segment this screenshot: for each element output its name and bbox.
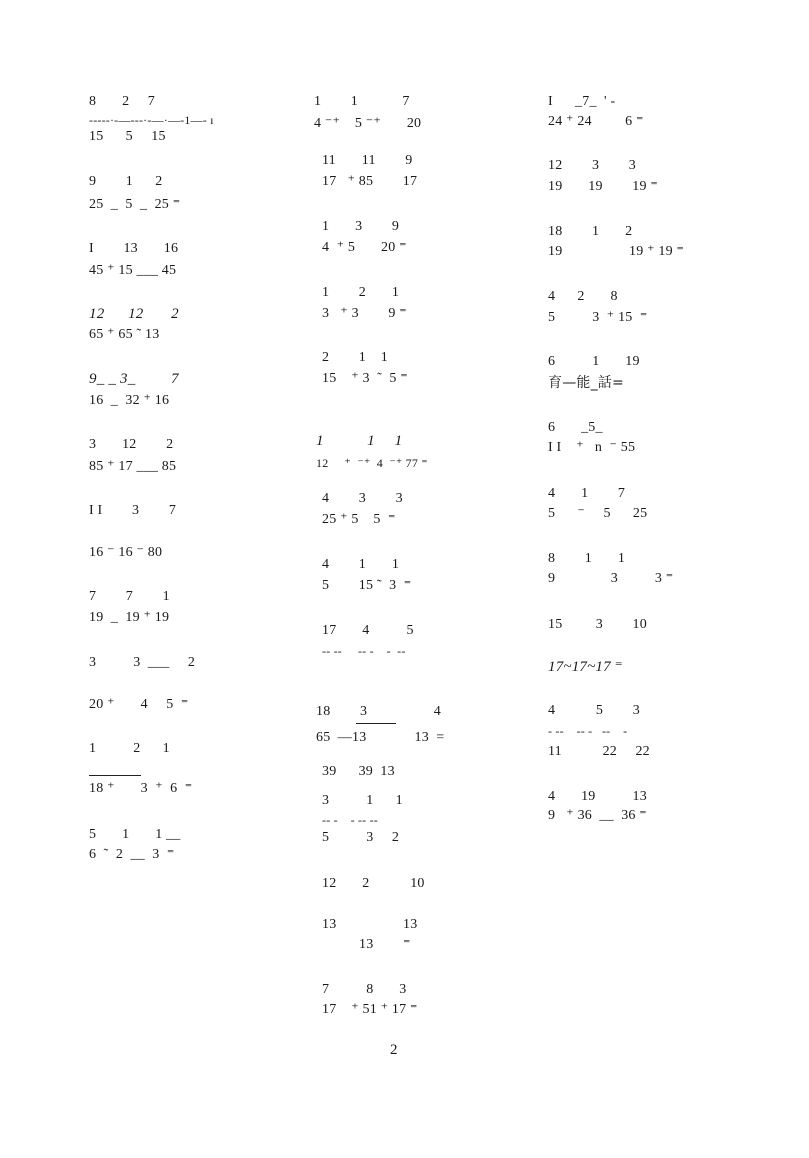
problem-row-top: 3 12 2 <box>89 437 174 452</box>
problem-row-top: 5 3 2 <box>322 830 400 845</box>
problem-row-top: 1 1 1 <box>316 433 403 449</box>
problem-row-top: 4 19 13 <box>548 789 647 804</box>
problem-row-bottom: 18 ⁺ 3 ⁺ 6 ⁼ <box>89 781 193 796</box>
problem-row-top: 1 2 1 <box>322 285 400 300</box>
problem-row-bottom: 3 ⁺ 3 9 ⁼ <box>322 306 407 321</box>
problem-row-top: 4 2 8 <box>548 289 618 304</box>
problem-row-top: 17 4 5 <box>322 623 414 638</box>
problem-row-bottom: 65 ⁺ 65 ˜ 13 <box>89 327 160 342</box>
problem-row-bottom: 9 ⁺ 36 __ 36 ⁼ <box>548 808 647 823</box>
problem-row-bottom: 13 ⁼ <box>322 937 411 952</box>
problem-row-bottom: 5 ⁻ 5 25 <box>548 506 648 521</box>
problem-row-top: 11 22 22 <box>548 744 650 759</box>
problem-row-top: 6 1 19 <box>548 354 640 369</box>
problem-row-top: 7 7 1 <box>89 589 170 604</box>
problem-row-top: I I 3 7 <box>89 503 177 518</box>
problem-row-top: 6 _5_ <box>548 420 603 435</box>
problem-row-bottom: 9 3 3 ⁼ <box>548 571 674 586</box>
problem-row-bottom: 17 ⁺ 85 17 <box>322 174 418 189</box>
problem-row-top: 4 3 3 <box>322 491 403 506</box>
fraction-bar <box>89 775 141 776</box>
problem-row-top: 12 2 10 <box>322 876 425 891</box>
fraction-bar <box>356 723 396 724</box>
problem-row-top: 15 3 10 <box>548 617 647 632</box>
problem-row-top: 11 11 9 <box>322 153 413 168</box>
problem-row-bottom: 15 5 15 <box>89 129 166 144</box>
problem-row-bottom: 65 —13 13 = <box>316 730 445 745</box>
problem-row-top: I _7_ ' - <box>548 94 616 109</box>
problem-row-bottom: 4 ⁻⁺ 5 ⁻⁺ 20 <box>314 116 422 131</box>
problem-row-top: 8 1 1 <box>548 551 626 566</box>
problem-row-bottom: 育—能_話= <box>548 375 624 391</box>
problem-row-bottom: 4 ⁺ 5 20 ⁼ <box>322 240 407 255</box>
problem-row-top: 17~17~17 ⁼ <box>548 659 623 675</box>
problem-row-top: 7 8 3 <box>322 982 407 997</box>
problem-row-bottom: 85 ⁺ 17 ___ 85 <box>89 459 177 474</box>
problem-row-top: 1 1 7 <box>314 94 410 109</box>
problem-row-bottom: 6 ˜ 2 __ 3 ⁼ <box>89 847 175 862</box>
problem-row-top: 9_ _ 3_ 7 <box>89 371 179 387</box>
problem-row-bottom: - -- -- - -- - <box>548 724 628 738</box>
problem-row-top: 4 1 1 <box>322 557 400 572</box>
problem-row-top: 9 1 2 <box>89 174 163 189</box>
problem-row-bottom: 5 15 ˜ 3 ⁼ <box>322 578 412 593</box>
problem-row-bottom: 19 19 ⁺ 19 ⁼ <box>548 244 685 259</box>
problem-row-top: 13 13 <box>322 917 418 932</box>
problem-row-bottom: 20 ⁺ 4 5 ⁼ <box>89 697 189 712</box>
problem-row-top: 18 1 2 <box>548 224 633 239</box>
problem-row-bottom: 25 _ 5 _ 25 ⁼ <box>89 197 181 212</box>
problem-row-top: 1 3 9 <box>322 219 400 234</box>
problem-row-top: 12 3 3 <box>548 158 636 173</box>
fraction-rule: -----·-—---·-—·—-1—- ı <box>89 113 214 127</box>
problem-row-bottom: -- -- -- - - -- <box>322 644 406 658</box>
problem-row-bottom: 16 ⁻ 16 ⁻ 80 <box>89 545 163 560</box>
problem-row-top: 39 39 13 <box>322 764 395 779</box>
problem-row-top: 3 3 ___ 2 <box>89 655 196 670</box>
problem-row-top: 2 1 1 <box>322 350 388 365</box>
problem-row-bottom: 45 ⁺ 15 ___ 45 <box>89 263 177 278</box>
problem-row-top: 8 2 7 <box>89 94 155 109</box>
problem-row-bottom: 25 ⁺ 5 5 ⁼ <box>322 512 396 527</box>
problem-row-top: 5 1 1 __ <box>89 827 181 842</box>
problem-row-top: 4 1 7 <box>548 486 626 501</box>
problem-row-bottom: I I ⁺ n ⁻ 55 <box>548 440 636 455</box>
problem-row-top: I 13 16 <box>89 241 179 256</box>
problem-row-bottom: 19 _ 19 ⁺ 19 <box>89 610 170 625</box>
problem-row-bottom: 5 3 ⁺ 15 ⁼ <box>548 310 648 325</box>
problem-row-top: 12 12 2 <box>89 306 179 322</box>
problem-row-bottom: -- - - -- -- <box>322 813 378 827</box>
problem-row-bottom: 12 ⁺ ⁻⁺ 4 ⁻⁺ 77 ⁼ <box>316 456 428 470</box>
problem-row-top: 1 2 1 <box>89 741 170 756</box>
problem-row-bottom: 17 ⁺ 51 ⁺ 17 ⁼ <box>322 1002 418 1017</box>
problem-row-top: 3 1 1 <box>322 793 403 808</box>
problem-row-bottom: 24 ⁺ 24 6 ⁼ <box>548 114 644 129</box>
page-number: 2 <box>390 1042 398 1058</box>
problem-row-bottom: 16 _ 32 ⁺ 16 <box>89 393 170 408</box>
problem-row-bottom: 19 19 19 ⁼ <box>548 179 658 194</box>
problem-row-top: 4 5 3 <box>548 703 640 718</box>
problem-row-bottom: 15 ⁺ 3 ˜ 5 ⁼ <box>322 371 408 386</box>
problem-row-top: 18 3 4 <box>316 704 441 719</box>
